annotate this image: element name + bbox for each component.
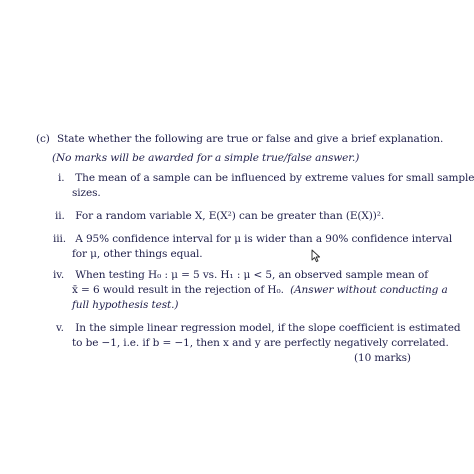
mouse-pointer-icon	[311, 249, 321, 263]
item-numeral: v.	[56, 322, 64, 334]
item-v-line1	[56, 321, 460, 335]
item-iv-line3: full hypothesis test.)	[72, 299, 179, 311]
item-ii-line1	[55, 209, 384, 223]
question-intro: State whether the following are true or false and give a brief explanation.	[57, 133, 444, 145]
item-text: For a random variable X, E(X²) can be greater than (E(X))².	[75, 210, 385, 222]
item-numeral: ii.	[55, 210, 65, 222]
item-iii-line2: for μ, other things equal.	[72, 248, 203, 260]
item-v-line2: to be −1, i.e. if b = −1, then x and y are perfectly negatively correlated.	[72, 337, 449, 349]
item-iii-line1	[53, 232, 452, 246]
part-label: (c)	[36, 133, 50, 145]
item-numeral: iii.	[53, 233, 67, 245]
item-text: x̄ = 6 would result in the rejection of H₀.	[72, 284, 284, 296]
question-header	[36, 132, 443, 146]
item-text: In the simple linear regression model, if the slope coefficient is estimated	[75, 322, 461, 334]
item-numeral: i.	[58, 172, 65, 184]
item-i-line2: sizes.	[72, 187, 101, 199]
item-numeral: iv.	[53, 269, 65, 281]
item-i-line1	[58, 171, 474, 185]
item-text: A 95% confidence interval for μ is wider than a 90% confidence interval	[75, 233, 453, 245]
item-iv-line2	[72, 283, 448, 297]
item-iv-line1	[53, 268, 428, 282]
item-text: The mean of a sample can be influenced by extreme values for small sample	[75, 172, 474, 184]
item-note: (Answer without conducting a	[290, 284, 448, 296]
question-note: (No marks will be awarded for a simple true/false answer.)	[52, 152, 360, 164]
marks-label: (10 marks)	[354, 352, 411, 364]
item-text: When testing H₀ : μ = 5 vs. H₁ : μ < 5, an observed sample mean of	[75, 269, 429, 281]
